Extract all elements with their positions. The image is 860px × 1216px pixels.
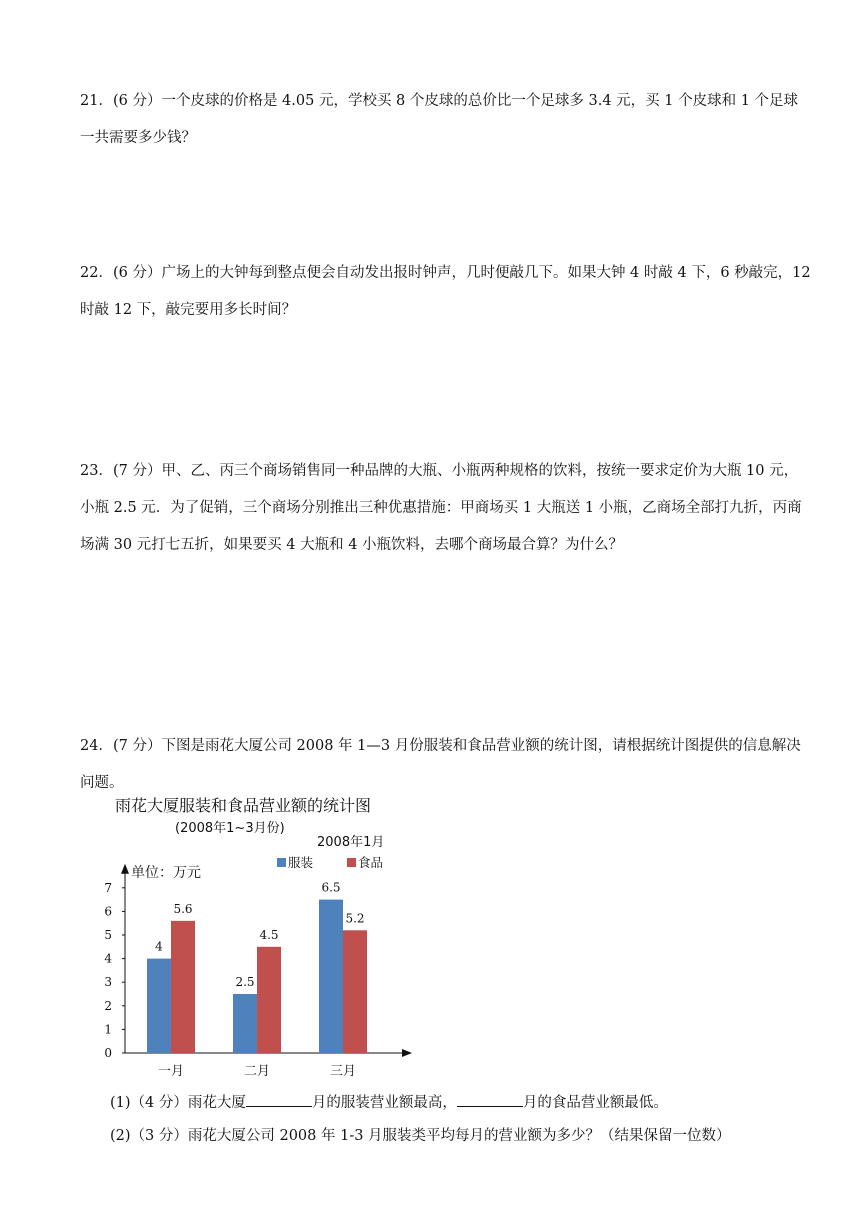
chart-extra-label: 2008年1月	[317, 835, 385, 850]
bar-clothing	[233, 994, 257, 1053]
x-tick-label: 一月	[157, 1064, 185, 1079]
bar-food	[171, 921, 195, 1053]
bar-food	[257, 947, 281, 1053]
chart-title: 雨花大厦服装和食品营业额的统计图	[115, 796, 372, 815]
y-tick-label: 4	[104, 951, 112, 966]
data-label: 2.5	[235, 975, 255, 989]
legend-label-clothing: 服装	[288, 855, 314, 870]
data-label: 5.2	[345, 911, 365, 926]
x-tick-label: 三月	[329, 1064, 357, 1079]
y-axis-label: 单位：万元	[131, 865, 201, 881]
subquestion-1-part1: (1)（4 分）雨花大厦	[110, 1095, 246, 1111]
chart-subtitle: (2008年1~3月份)	[175, 821, 285, 836]
data-label: 6.5	[321, 880, 341, 895]
y-tick-label: 6	[104, 904, 112, 919]
x-axis-arrow	[402, 1049, 412, 1057]
y-axis-arrow	[121, 864, 129, 874]
answer-blank-2[interactable]	[457, 1091, 523, 1107]
data-label: 4.5	[259, 927, 279, 942]
question-21: 21．(6 分）一个皮球的价格是 4.05 元，学校买 8 个皮球的总价比一个足球多 3.4 元，买 1 个皮球和 1 个足球一共需要多少钱？	[80, 93, 799, 146]
subquestion-1-part3: 月的食品营业额最低。	[522, 1095, 668, 1111]
legend-swatch-food	[347, 858, 356, 867]
data-label: 4	[155, 939, 163, 954]
x-tick-label: 二月	[243, 1064, 271, 1079]
legend-label-food: 食品	[358, 855, 384, 870]
y-tick-label: 2	[104, 998, 112, 1013]
subquestion-1-part2: 月的服装营业额最高，	[311, 1095, 457, 1111]
data-label: 5.6	[173, 901, 193, 916]
legend-swatch-clothing	[277, 858, 286, 867]
bar-food	[343, 930, 367, 1053]
answer-blank-1[interactable]	[246, 1091, 312, 1107]
question-24: 24．(7 分）下图是雨花大厦公司 2008 年 1—3 月份服装和食品营业额的统计图，请根据统计图提供的信息解决问题。	[80, 738, 801, 791]
y-tick-label: 1	[104, 1022, 112, 1037]
bar-clothing	[319, 900, 343, 1053]
question-22: 22．(6 分）广场上的大钟每到整点便会自动发出报时钟声，几时便敲几下。如果大钟 4 时敲 4 下，6 秒敲完，12 时敲 12 下，敲完要用多长时间？	[80, 265, 811, 318]
subquestion-2: (2)（3 分）雨花大厦公司 2008 年 1-3 月服装类平均每月的营业额为多少？（结果保留一位数）	[110, 1128, 731, 1144]
y-tick-label: 7	[104, 880, 112, 895]
y-tick-label: 5	[104, 928, 112, 942]
question-23: 23．(7 分）甲、乙、丙三个商场销售同一种品牌的大瓶、小瓶两种规格的饮料，按统一要求定价为大瓶 10 元，小瓶 2.5 元．为了促销，三个商场分别推出三种优惠措施：甲商场买 1 大瓶送 1 小瓶，乙商场全部打九折，丙商场满 30 元打七五折，如果要买 4 大瓶和 4 小瓶饮料，去哪个商场最合算？为什么？	[80, 463, 802, 553]
bar-chart	[95, 790, 425, 1090]
subquestion-1	[110, 1091, 668, 1115]
y-tick-label: 3	[104, 975, 112, 990]
y-tick-label: 0	[104, 1046, 112, 1060]
bar-clothing	[147, 959, 171, 1053]
